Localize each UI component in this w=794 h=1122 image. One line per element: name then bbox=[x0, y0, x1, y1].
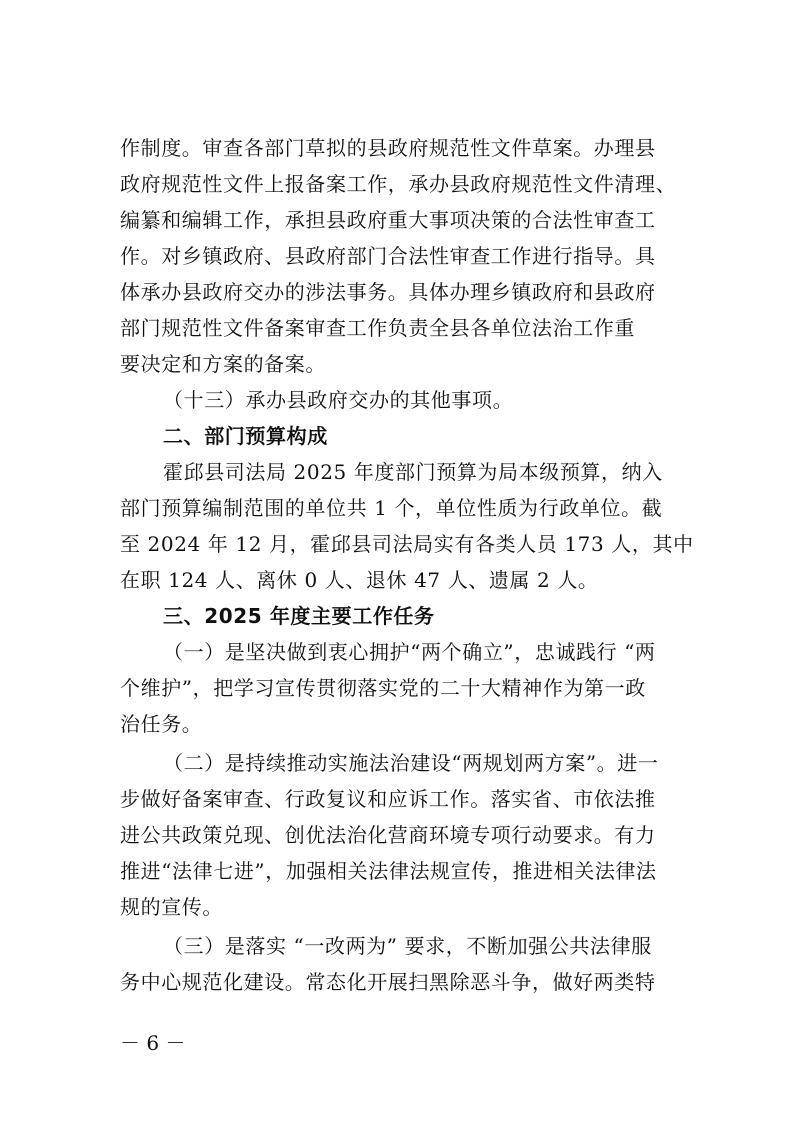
text-line: 在职 124 人、离休 0 人、退休 47 人、遗属 2 人。 bbox=[120, 568, 599, 592]
text-line: 体承办县政府交办的涉法事务。具体办理乡镇政府和县政府 bbox=[120, 280, 656, 304]
page-number: － 6 － bbox=[120, 1031, 186, 1055]
text-line: （三）是落实 “一改两为” 要求，不断加强公共法律服 bbox=[163, 934, 652, 958]
text-line: 至 2024 年 12 月，霍邱县司法局实有各类人员 173 人，其中 bbox=[120, 532, 694, 556]
text-line: （二）是持续推动实施法治建设“两规划两方案”。进一 bbox=[163, 751, 659, 775]
text-line: 务中心规范化建设。常态化开展扫黑除恶斗争，做好两类特 bbox=[120, 970, 656, 994]
text-line: 治任务。 bbox=[120, 712, 203, 736]
text-line: 部门预算编制范围的单位共 1 个，单位性质为行政单位。截 bbox=[120, 496, 663, 520]
text-line: 作。对乡镇政府、县政府部门合法性审查工作进行指导。具 bbox=[120, 244, 656, 268]
text-line: 部门规范性文件备案审查工作负责全县各单位法治工作重 bbox=[120, 316, 635, 340]
text-line: 推进“法律七进”，加强相关法律法规宣传，推进相关法律法 bbox=[120, 859, 657, 883]
text-line: 规的宣传。 bbox=[120, 895, 223, 919]
text-line: 霍邱县司法局 2025 年度部门预算为局本级预算，纳入 bbox=[163, 460, 663, 484]
text-line: 作制度。审查各部门草拟的县政府规范性文件草案。办理县 bbox=[120, 136, 656, 160]
text-line: 步做好备案审查、行政复议和应诉工作。落实省、市依法推 bbox=[120, 787, 656, 811]
text-line: 进公共政策兑现、创优法治化营商环境专项行动要求。有力 bbox=[120, 823, 656, 847]
text-line: （一）是坚决做到衷心拥护“两个确立”，忠诚践行 “两 bbox=[163, 640, 656, 664]
text-line: 个维护”，把学习宣传贯彻落实党的二十大精神作为第一政 bbox=[120, 676, 646, 700]
text-line: 政府规范性文件上报备案工作，承办县政府规范性文件清理、 bbox=[120, 172, 677, 196]
text-line: （十三）承办县政府交办的其他事项。 bbox=[163, 388, 514, 412]
section-heading: 二、部门预算构成 bbox=[163, 424, 328, 448]
text-line: 编纂和编辑工作，承担县政府重大事项决策的合法性审查工 bbox=[120, 208, 656, 232]
text-line: 要决定和方案的备案。 bbox=[120, 352, 326, 376]
section-heading: 三、2025 年度主要工作任务 bbox=[163, 604, 435, 628]
